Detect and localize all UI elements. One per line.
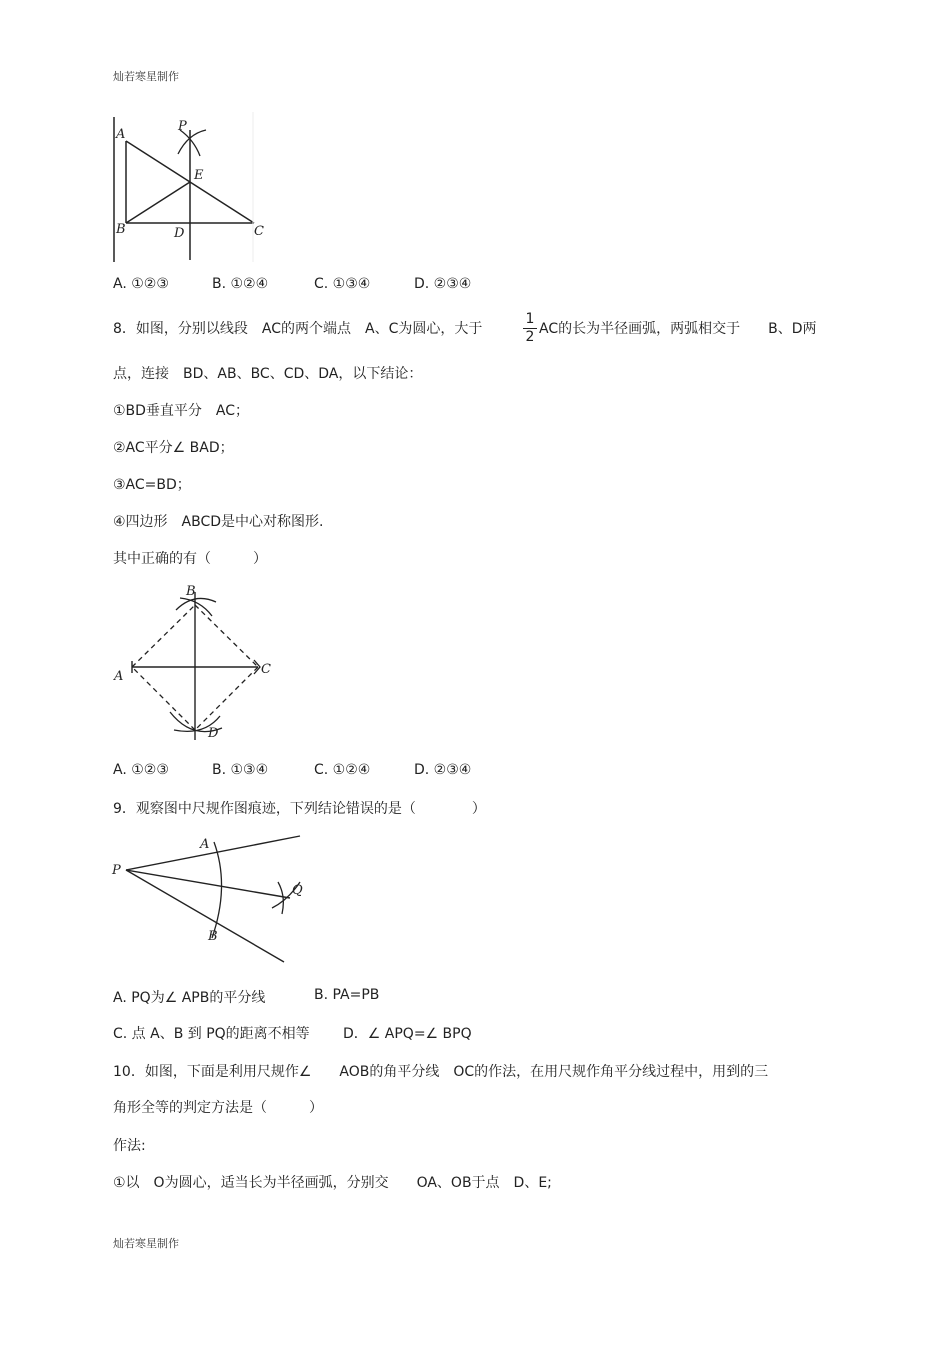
q8-conclusion-4: ④四边形 ABCD是中心对称图形. bbox=[113, 514, 324, 530]
q9-figure bbox=[108, 826, 308, 966]
q8-option-b: B. ①③④ bbox=[212, 762, 269, 778]
q8-conclusion-2: ②AC平分∠ BAD； bbox=[113, 440, 234, 456]
q9-label-b: B bbox=[208, 929, 218, 944]
q10-stem-line1: 10．如图，下面是利用尺规作∠ AOB的角平分线 OC的作法，在用尺规作角平分线过程中，用到的三 bbox=[113, 1064, 769, 1080]
q9-option-d: D．∠ APQ=∠ BPQ bbox=[343, 1026, 472, 1042]
q7-label-p: P bbox=[178, 119, 187, 134]
q7-figure bbox=[108, 112, 268, 267]
q7-option-b: B. ①②④ bbox=[212, 276, 269, 292]
q9-stem: 9．观察图中尺规作图痕迹，下列结论错误的是（ ） bbox=[113, 801, 486, 817]
q7-label-a: A bbox=[116, 127, 126, 142]
q9-label-a: A bbox=[200, 837, 210, 852]
q8-figure bbox=[108, 580, 278, 745]
q8-fraction-denominator: 2 bbox=[525, 329, 535, 345]
q10-step-1: ①以 O为圆心，适当长为半径画弧，分别交 OA、OB于点 D、E; bbox=[113, 1175, 552, 1191]
q9-label-q: Q bbox=[292, 883, 303, 898]
q7-label-d: D bbox=[174, 226, 185, 241]
q7-label-b: B bbox=[116, 222, 126, 237]
q9-option-b: B. PA=PB bbox=[314, 987, 380, 1003]
q8-question: 其中正确的有（ ） bbox=[113, 551, 267, 567]
q8-label-a: A bbox=[114, 669, 124, 684]
q8-label-d: D bbox=[208, 726, 219, 741]
q8-fraction bbox=[523, 312, 537, 345]
q8-option-a: A. ①②③ bbox=[113, 762, 169, 778]
q8-label-b: B bbox=[186, 584, 196, 599]
q8-stem-line2: 点，连接 BD、AB、BC、CD、DA，以下结论： bbox=[113, 366, 423, 382]
q7-label-c: C bbox=[254, 224, 264, 239]
q7-option-a: A. ①②③ bbox=[113, 276, 169, 292]
q8-option-d: D. ②③④ bbox=[414, 762, 472, 778]
q8-conclusion-3: ③AC=BD； bbox=[113, 477, 191, 493]
q8-option-c: C. ①②④ bbox=[314, 762, 371, 778]
q9-option-c: C. 点 A、B 到 PQ的距离不相等 bbox=[113, 1026, 310, 1042]
q9-label-p: P bbox=[112, 863, 121, 878]
q9-option-a: A. PQ为∠ APB的平分线 bbox=[113, 990, 266, 1006]
q8-conclusion-1: ①BD垂直平分 AC； bbox=[113, 403, 250, 419]
q10-stem-line2: 角形全等的判定方法是（ ） bbox=[113, 1100, 323, 1116]
q8-stem-part1: 8．如图，分别以线段 AC的两个端点 A、C为圆心，大于 bbox=[113, 321, 483, 337]
q7-option-d: D. ②③④ bbox=[414, 276, 472, 292]
page-footer: 灿若寒星制作 bbox=[113, 1237, 179, 1250]
q8-label-c: C bbox=[261, 662, 271, 677]
q8-fraction-numerator: 1 bbox=[525, 311, 535, 327]
page-header: 灿若寒星制作 bbox=[113, 70, 179, 83]
q7-option-c: C. ①③④ bbox=[314, 276, 371, 292]
q8-stem-part2: AC的长为半径画弧，两弧相交于 B、D两 bbox=[539, 321, 817, 337]
q10-method-label: 作法: bbox=[113, 1138, 146, 1154]
q7-label-e: E bbox=[194, 168, 204, 183]
